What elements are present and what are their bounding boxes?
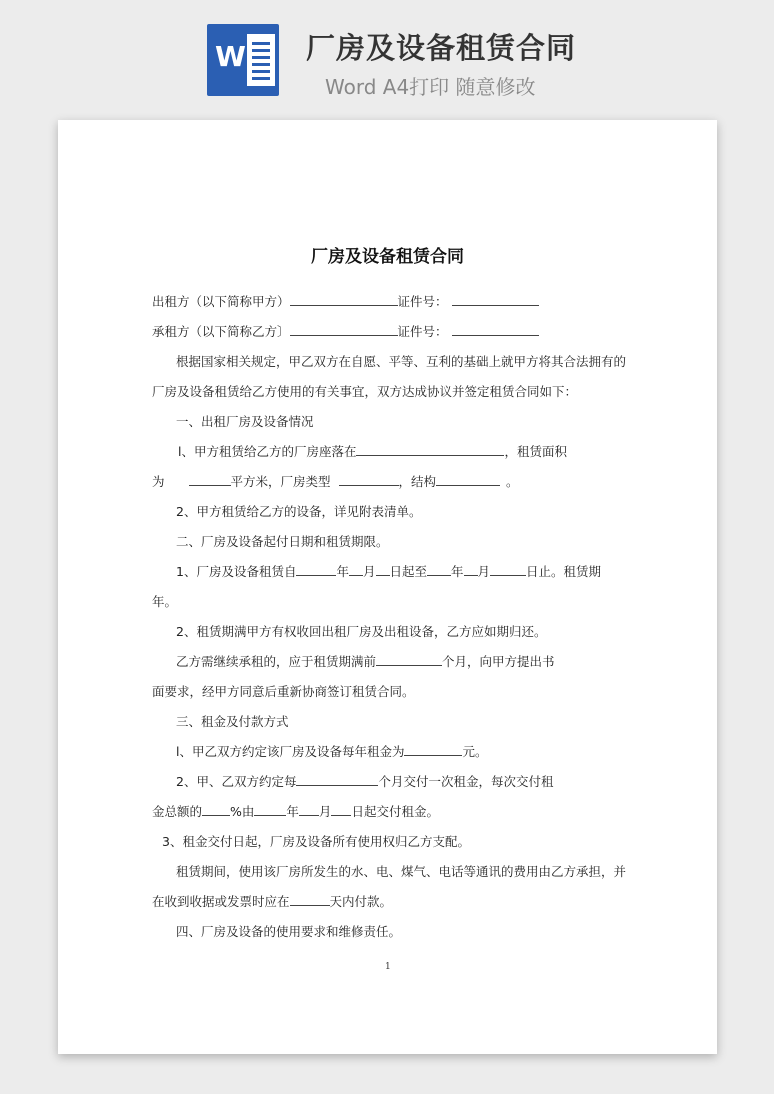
lessee-line: 承租方（以下简称乙方〕 证件号：	[152, 322, 539, 340]
word-icon	[207, 24, 279, 96]
paragraph-line: 租赁期间，使用该厂房所发生的水、电、煤气、电话等通讯的费用由乙方承担，并	[176, 864, 627, 879]
paragraph-line: 2、租赁期满甲方有权收回出租厂房及出租设备，乙方应如期归还。	[176, 624, 547, 639]
document-title: 厂房及设备租赁合同	[311, 247, 464, 267]
header-subtitle: Word A4打印 随意修改	[325, 75, 536, 99]
paragraph-line: 厂房及设备租赁给乙方使用的有关事宜，双方达成协议并签定租赁合同如下：	[152, 384, 578, 399]
paragraph-line: l、甲方租赁给乙方的厂房座落在 ，租赁面积	[178, 444, 567, 459]
paragraph-line: 为 平方米，厂房类型 ，结构 。	[152, 474, 519, 489]
lessor-line: 出租方（以下简称甲方） 证件号：	[152, 292, 539, 310]
paragraph-line: 乙方需继续承租的，应于租赁期满前 个月，向甲方提出书	[176, 654, 555, 669]
paragraph-line: 面要求，经甲方同意后重新协商签订租赁合同。	[152, 684, 415, 699]
paragraph-line: 年。	[152, 594, 178, 609]
paragraph-line: 金总额的 %由 年 月 日起交付租金。	[152, 804, 439, 819]
section-heading: 四、厂房及设备的使用要求和维修责任。	[176, 924, 402, 939]
document-page	[58, 120, 717, 1054]
paragraph-line: 2、甲、乙双方约定每 个月交付一次租金，每次交付租	[176, 774, 554, 789]
header-title: 厂房及设备租赁合同	[306, 31, 577, 65]
paragraph-line: 在收到收据或发票时应在 天内付款。	[152, 894, 393, 909]
document-lines-icon	[247, 34, 275, 86]
watermark	[91, 480, 111, 504]
section-heading: 三、租金及付款方式	[176, 714, 289, 729]
paragraph-line: 根据国家相关规定，甲乙双方在自愿、平等、互利的基础上就甲方将其合法拥有的	[176, 354, 627, 369]
section-heading: 二、厂房及设备起付日期和租赁期限。	[176, 534, 389, 549]
section-heading: 一、出租厂房及设备情况	[176, 414, 314, 429]
paragraph-line: l、甲乙双方约定该厂房及设备每年租金为 元。	[176, 744, 488, 759]
paragraph-line: 1、厂房及设备租赁自 年 月 日起至 年 月 日止。租赁期	[176, 564, 602, 579]
paragraph-line: 3、租金交付日起，厂房及设备所有使用权归乙方支配。	[162, 834, 470, 849]
header-banner	[0, 0, 774, 112]
word-letter-icon: W	[215, 40, 246, 73]
page-number: 1	[385, 962, 391, 972]
paragraph-line: 2、甲方租赁给乙方的设备，详见附表清单。	[176, 504, 422, 519]
